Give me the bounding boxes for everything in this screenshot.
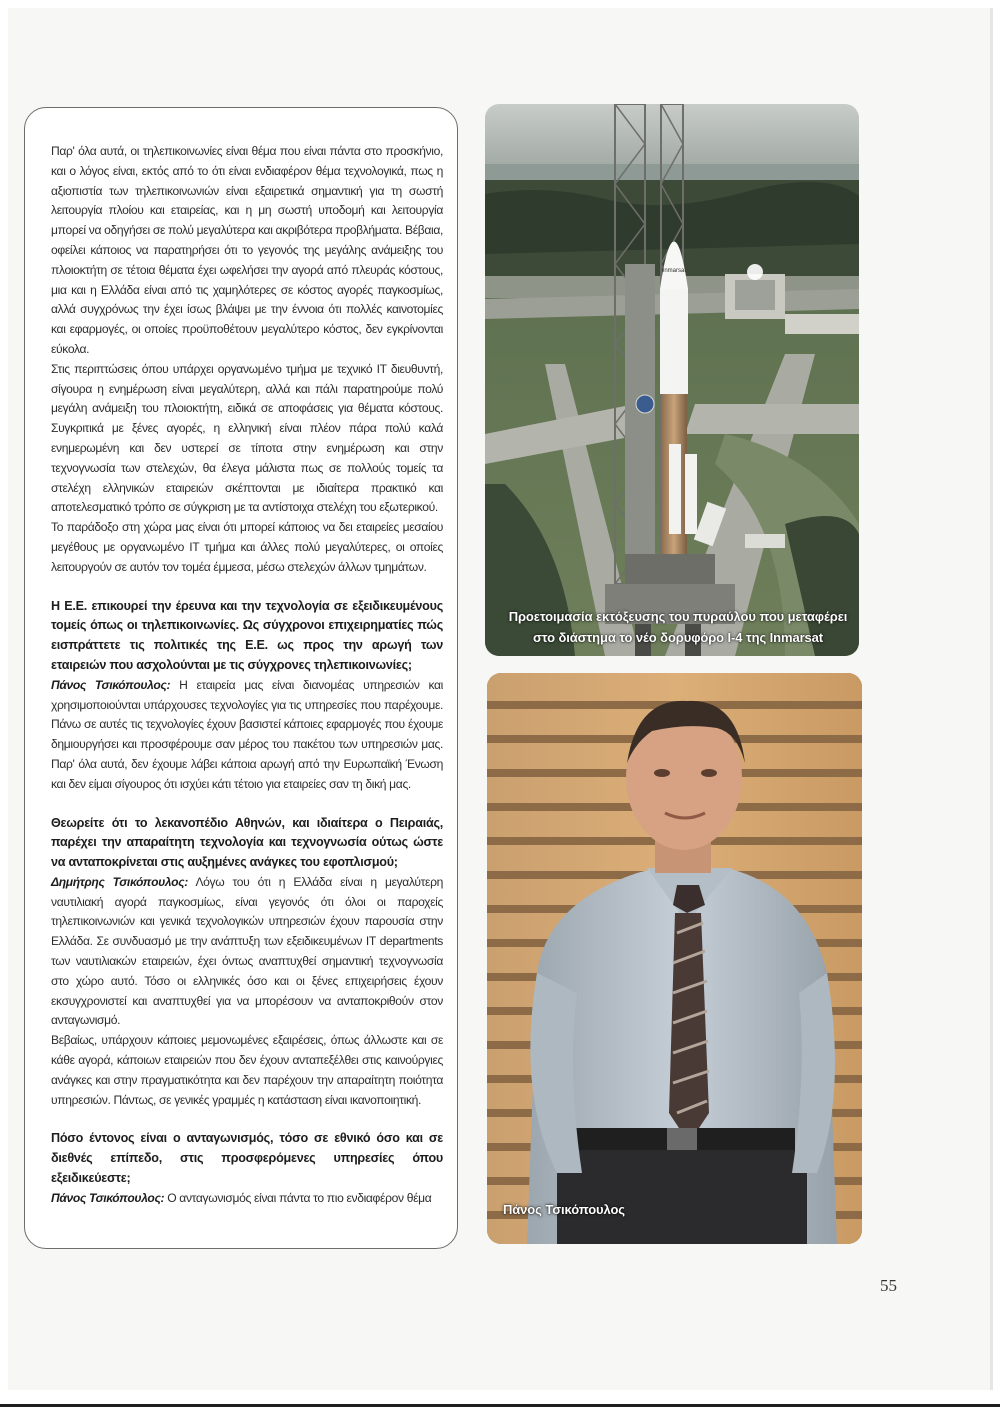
rocket-caption-line-1: Προετοιμασία εκτόξευσης του πυραύλου που μεταφέρει: [508, 609, 848, 624]
rocket-caption-line-2: στο διάστημα το νέο δορυφόρο I-4 της Inmarsat: [532, 630, 824, 645]
question-2: Θεωρείτε ότι το λεκανοπέδιο Αθηνών, και ιδιαίτερα ο Πειραιάς, παρέχει την απαραίτητη τεχνολογία και τεχνογνωσία ούτως ώστε να ανταποκρίνεται στις αυξημένες ανάγκες του εφοπλισμού;: [51, 815, 443, 870]
answer-2: [51, 873, 443, 1031]
rocket-launch-photo: [485, 104, 859, 656]
rocket-photo-caption: [503, 606, 853, 648]
speaker-3: Πάνος Τσικόπουλος:: [51, 1190, 165, 1205]
article-paragraph-2: Στις περιπτώσεις όπου υπάρχει οργανωμένο τμήμα με τεχνικό IT διευθυντή, σίγουρα η ενημέρωση είναι μεγαλύτερη, αλλά και πάλι παρατηρούμε πολύ μεγάλη ανάμειξη του πλοιοκτήτη, ειδικά σε αποφάσεις για θέματα κόστους. Συγκριτικά με ξένες αγορές, η ελληνική είναι πλέον πάρα πολύ καλά ενημερωμένη και δεν υστερεί σε τίποτα στην ενημέρωση και στην τεχνογνωσία των στελεχών, θα έλεγα μάλιστα πως σε πολλούς τομείς τα στελέχη ελληνικών εταιρειών σκέπτονται με ιδιαίτερα πρακτικό και αποτελεσματικό τρόπο σε σύγκριση με τα αντίστοιχα στελέχη του εξωτερικού.: [51, 361, 443, 515]
answer-1: [51, 676, 443, 795]
answer-2-text: Λόγω του ότι η Ελλάδα είναι η μεγαλύτερη ναυτιλιακή αγορά παγκοσμίως, είναι γεγονός ότι όλοι οι παροχείς τηλεπικοινωνιών και γενικά τεχνολογικών υπηρεσιών έχουν παρουσία στην Ελλάδα. Σε συνδυασμό με την ανάπτυξη των εξειδικευμένων IT departments των ναυτιλιακών εταιρειών, έχει όντως αναπτυχθεί σημαντική τεχνογνωσία στο χώρο αυτό. Τόσο οι ελληνικές όσο και οι ξένες επιχειρήσεις έχουν εκσυγχρονιστεί και αναπτυχθεί για να μπορέσουν να ανταποκριθούν στον ανταγωνισμό.: [51, 874, 443, 1028]
article-paragraph-3: Το παράδοξο στη χώρα μας είναι ότι μπορεί κάποιος να δει εταιρείες μεσαίου μεγέθους με οργανωμένο IT τμήμα και άλλες πολύ μεγαλύτερες, οι οποίες λειτουργούν σε αυτόν τον τομέα έμμεσα, μέσω στελεχών άλλων τμημάτων.: [51, 520, 443, 574]
page-number: 55: [880, 1276, 897, 1295]
question-3: Πόσο έντονος είναι ο ανταγωνισμός, τόσο σε εθνικό όσο και σε διεθνές επίπεδο, στις προσφερόμενες υπηρεσίες όπου εξειδικεύεστε;: [51, 1131, 443, 1186]
bottom-rule: [0, 1404, 1000, 1407]
question-1: Η Ε.Ε. επικουρεί την έρευνα και την τεχνολογία σε εξειδικευμένους τομείς όπως οι τηλεπικοινωνίες. Ως σύγχρονοι επιχειρηματίες πώς εισπράττετε τις πολιτικές της Ε.Ε. ως προς την αρωγή των εταιρειών που ασχολούνται με τις σύγχρονες τηλεπικοινωνίες;: [51, 598, 443, 672]
speaker-1: Πάνος Τσικόπουλος:: [51, 677, 171, 692]
answer-3: [51, 1189, 443, 1209]
rocket-logo-text: inmarsat: [663, 268, 687, 274]
portrait-photo: [487, 673, 862, 1244]
article-text-box: [24, 107, 458, 1249]
answer-2-continued: Βεβαίως, υπάρχουν κάποιες μεμονωμένες εξαιρέσεις, όπως άλλωστε και σε κάθε αγορά, κάποιων εταιρειών που δεν έχουν ανταπεξέλθει στις καινούργιες ανάγκες και στην πραγματικότητα και δεν παρέχουν την απαραίτητη ποιότητα υπηρεσιών. Πάντως, σε γενικές γραμμές η κατάσταση είναι ικανοποιητική.: [51, 1033, 443, 1107]
answer-3-text: Ο ανταγωνισμός είναι πάντα το πιο ενδιαφέρον θέμα: [164, 1190, 432, 1205]
speaker-2: Δημήτρης Τσικόπουλος:: [51, 874, 188, 889]
article-paragraph-1: Παρ' όλα αυτά, οι τηλεπικοινωνίες είναι θέμα που είναι πάντα στο προσκήνιο, και ο λόγος είναι, εκτός από το ότι είναι ενδιαφέρον θέμα τεχνολογικά, πως η αξιοπιστία των τηλεπικοινωνιών είναι εξαιρετικά σημαντική για τη σωστή λειτουργία πλοίου και εταιρείας, και η μη σωστή υποδομή και λειτουργία μπορεί να οδηγήσει σε πολύ μεγαλύτερα και ακριβότερα προβλήματα. Βέβαια, οφείλει κάποιος να παρατηρήσει ότι το γεγονός της μεγάλης ανάμειξης του πλοιοκτήτη σε τέτοια θέματα έχει ωφελήσει την αγορά από πλευράς κόστους, μια και η Ελλάδα είναι από τις χαμηλότερες σε κόστος αγορές παγκοσμίως, αλλά συγχρόνως την έχει ίσως βλάψει με την έννοια ότι πολλές καινοτομίες και εφαρμογές, οι οποίες προϋποθέτουν μεγαλύτερο κόστος, δεν εγκρίνονται εύκολα.: [51, 144, 443, 356]
answer-1-text: Η εταιρεία μας είναι διανομέας υπηρεσιών και χρησιμοποιούνται υπάρχουσες τεχνολογίες για τις υπηρεσίες που παρέχουμε. Πάνω σε αυτές τις τεχνολογίες έχουν βασιστεί κάποιες εφαρμογές που έχουμε δημιουργήσει και προσφέρουμε σαν μέρος του πακέτου των υπηρεσιών μας. Παρ' όλα αυτά, δεν έχουμε λάβει κάποια αρωγή από την Ευρωπαϊκή Ένωση και δεν είμαι σίγουρος ότι ισχύει κάτι τέτοιο για εταιρείες σαν τη δική μας.: [51, 677, 443, 791]
portrait-caption: Πάνος Τσικόπουλος: [503, 1202, 625, 1217]
